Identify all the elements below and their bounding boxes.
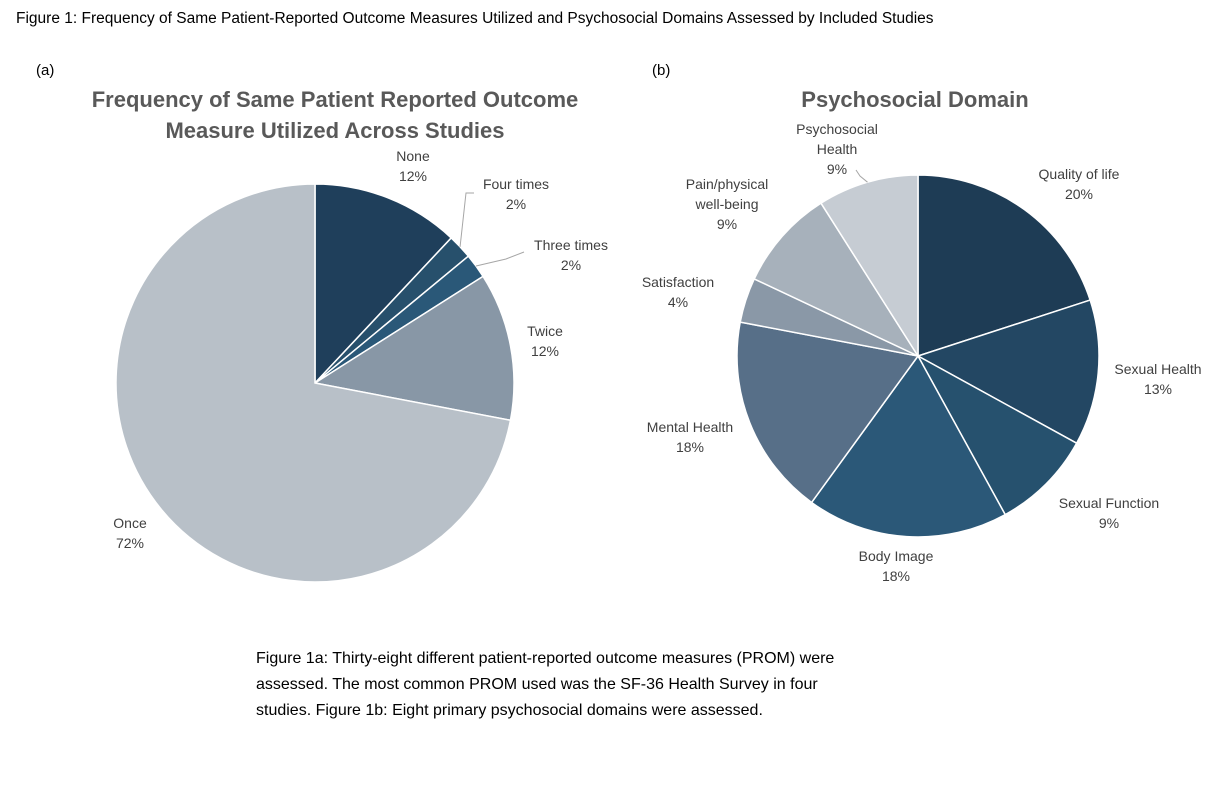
slice-category-label: Sexual Function xyxy=(1058,495,1160,511)
caption-line: studies. Figure 1b: Eight primary psychosocial domains were assessed. xyxy=(256,702,763,719)
slice-category-label: Quality of life xyxy=(1038,166,1120,182)
slice-category-label: None xyxy=(396,148,430,164)
slice-category-label: Mental Health xyxy=(646,419,734,435)
figure-title: Figure 1: Frequency of Same Patient-Reported Outcome Measures Utilized and Psychosocial Domains Assessed by Included Studies xyxy=(16,10,934,27)
slice-value-label: 18% xyxy=(675,439,705,455)
slice-category-label: Three times xyxy=(534,237,608,253)
panel-label-b: (b) xyxy=(652,62,671,79)
slice-category-label: Twice xyxy=(527,323,563,339)
slice-category-label: Psychosocial xyxy=(796,121,878,137)
slice-value-label: 9% xyxy=(716,216,738,232)
chart-b-title-line: Psychosocial Domain xyxy=(801,87,1029,112)
caption-line: assessed. The most common PROM used was the SF-36 Health Survey in four xyxy=(256,676,818,693)
slice-category-label: Once xyxy=(113,515,147,531)
chart-a-title-line: Measure Utilized Across Studies xyxy=(165,118,505,143)
slice-value-label: 2% xyxy=(560,257,582,273)
slice-value-label: 9% xyxy=(826,161,848,177)
chart-a-title-line: Frequency of Same Patient Reported Outcome xyxy=(91,87,579,112)
slice-category-label: Satisfaction xyxy=(641,274,715,290)
slice-value-label: 72% xyxy=(115,535,145,551)
caption-line: Figure 1a: Thirty-eight different patient-reported outcome measures (PROM) were xyxy=(256,650,835,667)
slice-category-label: Body Image xyxy=(858,548,934,564)
slice-category-label: Four times xyxy=(482,176,550,192)
slice-value-label: 12% xyxy=(398,168,428,184)
slice-value-label: 12% xyxy=(530,343,560,359)
slice-category-label: well-being xyxy=(695,196,759,212)
panel-label-a: (a) xyxy=(36,62,55,79)
leader-line xyxy=(856,170,868,182)
slice-value-label: 18% xyxy=(881,568,911,584)
slice-category-label: Pain/physical xyxy=(685,176,769,192)
figure-caption xyxy=(256,646,956,724)
slice-value-label: 2% xyxy=(505,196,527,212)
slice-value-label: 4% xyxy=(667,294,689,310)
slice-category-label: Health xyxy=(816,141,858,157)
slice-value-label: 20% xyxy=(1064,186,1094,202)
slice-value-label: 13% xyxy=(1143,381,1173,397)
slice-value-label: 9% xyxy=(1098,515,1120,531)
slice-category-label: Sexual Health xyxy=(1114,361,1202,377)
